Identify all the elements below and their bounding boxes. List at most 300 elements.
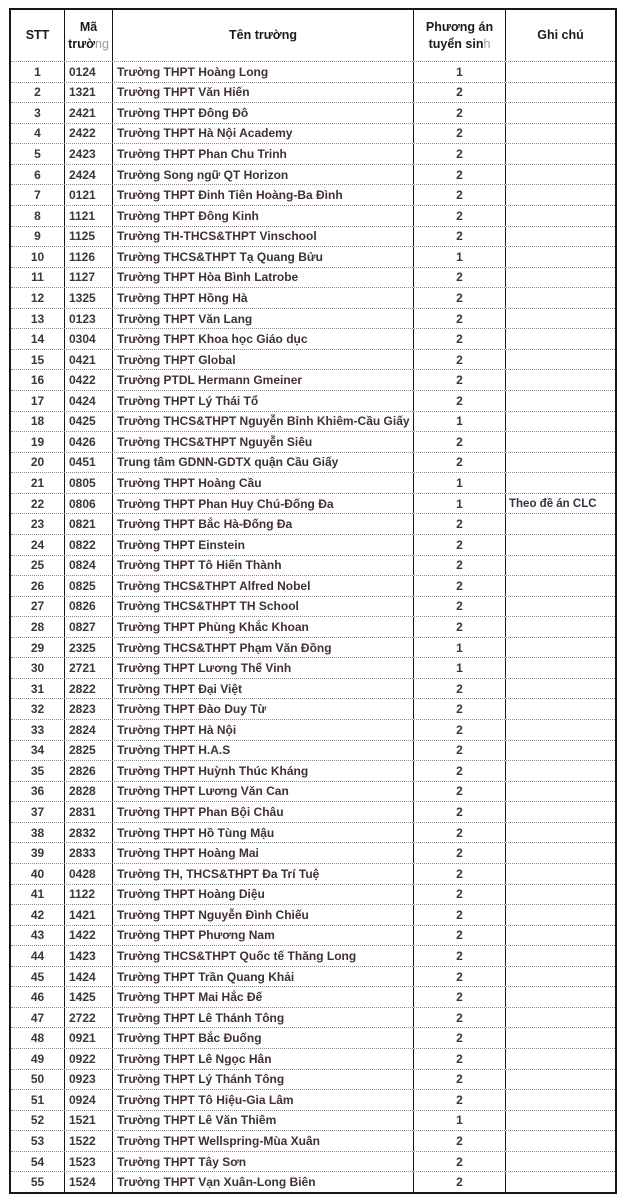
cell-stt: 34 [11,741,65,761]
cell-note [506,699,615,719]
cell-name: Trường THPT Vạn Xuân-Long Biên [113,1172,414,1192]
cell-code: 2825 [65,741,113,761]
cell-code: 2722 [65,1008,113,1028]
cell-stt: 23 [11,514,65,534]
cell-note [506,370,615,390]
cell-note [506,350,615,370]
cell-name: Trường THPT Huỳnh Thúc Kháng [113,761,414,781]
cell-stt: 8 [11,206,65,226]
table-row [11,411,615,432]
table-row [11,1007,615,1028]
cell-note [506,843,615,863]
table-row [11,1027,615,1048]
header-code-line1: Mã [79,20,98,35]
cell-stt: 19 [11,432,65,452]
cell-note [506,514,615,534]
cell-name: Trường THPT Global [113,350,414,370]
cell-code: 2833 [65,843,113,863]
cell-stt: 41 [11,885,65,905]
cell-code: 1325 [65,288,113,308]
header-stt [11,10,65,61]
cell-code: 0425 [65,412,113,432]
cell-stt: 32 [11,699,65,719]
table-row [11,1048,615,1069]
cell-plan: 1 [414,62,506,82]
table-row [11,184,615,205]
table-row [11,287,615,308]
cell-name: Trường THPT Hoàng Mai [113,843,414,863]
table-body [11,61,615,1192]
cell-stt: 16 [11,370,65,390]
cell-name: Trường THCS&THPT TH School [113,597,414,617]
cell-plan: 2 [414,679,506,699]
cell-code: 1121 [65,206,113,226]
cell-plan: 2 [414,206,506,226]
cell-stt: 47 [11,1008,65,1028]
cell-code: 0304 [65,329,113,349]
cell-name: Trường THPT Đại Việt [113,679,414,699]
cell-code: 0121 [65,185,113,205]
cell-note [506,432,615,452]
table-row [11,781,615,802]
cell-plan: 2 [414,720,506,740]
table-row [11,657,615,678]
cell-note [506,1008,615,1028]
table-row [11,1151,615,1172]
table-row [11,1089,615,1110]
cell-name: Trường Song ngữ QT Horizon [113,165,414,185]
cell-note [506,535,615,555]
cell-name: Trung tâm GDNN-GDTX quận Cầu Giấy [113,453,414,473]
cell-note [506,1070,615,1090]
cell-name: Trường THPT Phương Nam [113,926,414,946]
cell-plan: 2 [414,1131,506,1151]
header-plan-line2-main: tuyển sin [428,36,484,51]
cell-name: Trường THCS&THPT Tạ Quang Bửu [113,247,414,267]
cell-code: 0124 [65,62,113,82]
table-row [11,925,615,946]
cell-plan: 2 [414,1049,506,1069]
cell-plan: 2 [414,617,506,637]
table-row [11,1171,615,1192]
table-header-row [11,10,615,61]
cell-stt: 40 [11,864,65,884]
cell-plan: 2 [414,782,506,802]
cell-note [506,1049,615,1069]
cell-stt: 7 [11,185,65,205]
cell-note [506,905,615,925]
header-code-line2-light: ng [95,36,109,51]
cell-stt: 48 [11,1028,65,1048]
cell-note [506,926,615,946]
cell-name: Trường THCS&THPT Nguyễn Bỉnh Khiêm-Cầu Giấy [113,412,414,432]
cell-plan: 2 [414,391,506,411]
school-admission-table [9,8,617,1194]
table-row [11,143,615,164]
cell-code: 1425 [65,987,113,1007]
cell-stt: 49 [11,1049,65,1069]
table-row [11,513,615,534]
cell-name: Trường THPT Tô Hiến Thành [113,556,414,576]
cell-plan: 2 [414,165,506,185]
cell-plan: 2 [414,864,506,884]
cell-stt: 35 [11,761,65,781]
cell-stt: 22 [11,494,65,514]
header-plan-line2-light: h [483,36,491,51]
table-row [11,842,615,863]
table-row [11,164,615,185]
cell-plan: 2 [414,268,506,288]
cell-name: Trường THPT Đào Duy Từ [113,699,414,719]
cell-name: Trường THPT Lê Văn Thiêm [113,1111,414,1131]
cell-name: Trường THPT Hoàng Long [113,62,414,82]
cell-stt: 27 [11,597,65,617]
cell-name: Trường THPT Hà Nội [113,720,414,740]
cell-code: 2721 [65,658,113,678]
cell-stt: 5 [11,144,65,164]
cell-name: Trường THPT Lý Thái Tổ [113,391,414,411]
cell-note [506,268,615,288]
table-row [11,328,615,349]
table-row [11,226,615,247]
table-row [11,884,615,905]
cell-plan: 2 [414,185,506,205]
cell-name: Trường THPT Einstein [113,535,414,555]
cell-plan: 2 [414,1070,506,1090]
header-school-name [113,10,414,61]
cell-stt: 10 [11,247,65,267]
cell-code: 2421 [65,103,113,123]
cell-plan: 2 [414,1152,506,1172]
table-row [11,863,615,884]
cell-plan: 2 [414,802,506,822]
cell-code: 1127 [65,268,113,288]
cell-code: 0826 [65,597,113,617]
cell-plan: 2 [414,1090,506,1110]
cell-name: Trường THPT Văn Hiến [113,83,414,103]
cell-note [506,473,615,493]
table-row [11,945,615,966]
table-row [11,390,615,411]
header-note-label: Ghi chú [537,28,584,43]
cell-stt: 28 [11,617,65,637]
cell-stt: 31 [11,679,65,699]
table-row [11,102,615,123]
cell-note [506,391,615,411]
cell-name: Trường THPT Phan Bội Châu [113,802,414,822]
cell-name: Trường THPT Phan Huy Chú-Đống Đa [113,494,414,514]
cell-name: Trường TH-THCS&THPT Vinschool [113,227,414,247]
cell-code: 1523 [65,1152,113,1172]
cell-note [506,823,615,843]
cell-note [506,247,615,267]
cell-code: 0424 [65,391,113,411]
cell-note [506,987,615,1007]
cell-note [506,83,615,103]
cell-stt: 44 [11,946,65,966]
cell-note [506,782,615,802]
table-row [11,534,615,555]
cell-name: Trường THPT Phan Chu Trinh [113,144,414,164]
cell-code: 2822 [65,679,113,699]
cell-code: 2831 [65,802,113,822]
cell-stt: 43 [11,926,65,946]
cell-code: 2424 [65,165,113,185]
cell-plan: 2 [414,350,506,370]
cell-code: 0923 [65,1070,113,1090]
cell-plan: 2 [414,309,506,329]
cell-stt: 33 [11,720,65,740]
table-row [11,1130,615,1151]
cell-plan: 2 [414,987,506,1007]
cell-plan: 2 [414,597,506,617]
cell-stt: 21 [11,473,65,493]
cell-name: Trường THCS&THPT Alfred Nobel [113,576,414,596]
cell-plan: 2 [414,946,506,966]
cell-name: Trường THCS&THPT Nguyễn Siêu [113,432,414,452]
cell-code: 2325 [65,638,113,658]
cell-name: Trường THPT Phùng Khắc Khoan [113,617,414,637]
cell-plan: 2 [414,1028,506,1048]
cell-note [506,638,615,658]
table-row [11,822,615,843]
cell-name: Trường THPT H.A.S [113,741,414,761]
header-stt-label: STT [25,28,50,43]
cell-code: 0825 [65,576,113,596]
cell-name: Trường THPT Trần Quang Khải [113,967,414,987]
cell-name: Trường THCS&THPT Quốc tế Thăng Long [113,946,414,966]
cell-note [506,864,615,884]
cell-stt: 36 [11,782,65,802]
cell-stt: 2 [11,83,65,103]
cell-code: 0428 [65,864,113,884]
cell-code: 0824 [65,556,113,576]
table-row [11,61,615,82]
header-plan-line1: Phương án [425,20,494,35]
cell-code: 0123 [65,309,113,329]
table-row [11,616,615,637]
table-row [11,123,615,144]
cell-note [506,885,615,905]
cell-name: Trường THPT Lương Văn Can [113,782,414,802]
cell-code: 0805 [65,473,113,493]
table-row [11,308,615,329]
cell-note [506,206,615,226]
cell-name: Trường THPT Lý Thánh Tông [113,1070,414,1090]
cell-name: Trường THPT Khoa học Giáo dục [113,329,414,349]
cell-stt: 26 [11,576,65,596]
cell-stt: 37 [11,802,65,822]
cell-name: Trường THPT Lê Ngọc Hân [113,1049,414,1069]
cell-plan: 2 [414,576,506,596]
header-admission-plan [414,10,506,61]
table-row [11,246,615,267]
cell-note [506,761,615,781]
cell-plan: 1 [414,638,506,658]
cell-code: 2828 [65,782,113,802]
cell-code: 2826 [65,761,113,781]
table-row [11,678,615,699]
cell-code: 0806 [65,494,113,514]
table-row [11,205,615,226]
cell-note [506,165,615,185]
cell-code: 0822 [65,535,113,555]
cell-plan: 1 [414,658,506,678]
cell-name: Trường THPT Lương Thế Vinh [113,658,414,678]
cell-name: Trường THPT Nguyễn Đình Chiếu [113,905,414,925]
cell-stt: 42 [11,905,65,925]
cell-name: Trường THPT Wellspring-Mùa Xuân [113,1131,414,1151]
cell-plan: 2 [414,432,506,452]
cell-stt: 9 [11,227,65,247]
cell-name: Trường TH, THCS&THPT Đa Trí Tuệ [113,864,414,884]
cell-code: 1422 [65,926,113,946]
cell-name: Trường THPT Hoàng Cầu [113,473,414,493]
cell-name: Trường THPT Văn Lang [113,309,414,329]
cell-plan: 2 [414,514,506,534]
table-row [11,82,615,103]
table-row [11,1069,615,1090]
cell-stt: 3 [11,103,65,123]
cell-note [506,720,615,740]
cell-name: Trường THPT Bắc Đuống [113,1028,414,1048]
table-row [11,1110,615,1131]
cell-plan: 2 [414,556,506,576]
cell-stt: 50 [11,1070,65,1090]
cell-code: 0821 [65,514,113,534]
cell-name: Trường THPT Đông Đô [113,103,414,123]
cell-code: 0922 [65,1049,113,1069]
cell-plan: 2 [414,453,506,473]
cell-code: 0422 [65,370,113,390]
cell-note [506,1111,615,1131]
cell-plan: 2 [414,124,506,144]
cell-plan: 2 [414,288,506,308]
cell-code: 1321 [65,83,113,103]
cell-code: 2423 [65,144,113,164]
cell-name: Trường PTDL Hermann Gmeiner [113,370,414,390]
cell-code: 0451 [65,453,113,473]
cell-plan: 2 [414,103,506,123]
table-row [11,740,615,761]
cell-code: 0426 [65,432,113,452]
cell-name: Trường THPT Đinh Tiên Hoàng-Ba Đình [113,185,414,205]
cell-stt: 15 [11,350,65,370]
cell-name: Trường THPT Hồng Hà [113,288,414,308]
cell-code: 1424 [65,967,113,987]
cell-plan: 2 [414,905,506,925]
cell-code: 2832 [65,823,113,843]
header-school-code [65,10,113,61]
cell-stt: 55 [11,1172,65,1192]
cell-name: Trường THCS&THPT Phạm Văn Đồng [113,638,414,658]
table-row [11,472,615,493]
table-row [11,596,615,617]
cell-plan: 2 [414,535,506,555]
cell-note [506,1172,615,1192]
cell-code: 0924 [65,1090,113,1110]
cell-code: 1522 [65,1131,113,1151]
table-row [11,575,615,596]
cell-note: Theo đề án CLC [509,497,597,510]
cell-plan: 2 [414,885,506,905]
cell-plan: 2 [414,699,506,719]
cell-note [506,288,615,308]
cell-stt: 14 [11,329,65,349]
cell-plan: 2 [414,761,506,781]
cell-note [506,1028,615,1048]
cell-code: 2422 [65,124,113,144]
cell-code: 2824 [65,720,113,740]
cell-note [506,576,615,596]
cell-name: Trường THPT Hồ Tùng Mậu [113,823,414,843]
header-code-line2-main: trườ [68,36,96,51]
cell-plan: 2 [414,329,506,349]
cell-plan: 2 [414,843,506,863]
cell-note [506,124,615,144]
table-row [11,369,615,390]
cell-stt: 1 [11,62,65,82]
cell-note [506,802,615,822]
cell-plan: 2 [414,823,506,843]
cell-stt: 51 [11,1090,65,1110]
cell-note [506,144,615,164]
cell-plan: 2 [414,926,506,946]
cell-note [506,617,615,637]
table-row [11,349,615,370]
cell-code: 1524 [65,1172,113,1192]
table-row [11,760,615,781]
cell-note [506,597,615,617]
cell-code: 0421 [65,350,113,370]
cell-stt: 11 [11,268,65,288]
table-row [11,801,615,822]
table-row [11,698,615,719]
cell-name: Trường THPT Tây Sơn [113,1152,414,1172]
cell-name: Trường THPT Tô Hiệu-Gia Lâm [113,1090,414,1110]
table-row [11,555,615,576]
cell-stt: 29 [11,638,65,658]
cell-note [506,679,615,699]
cell-stt: 12 [11,288,65,308]
cell-plan: 1 [414,494,506,514]
cell-code: 1122 [65,885,113,905]
cell-stt: 4 [11,124,65,144]
cell-stt: 53 [11,1131,65,1151]
cell-note [506,227,615,247]
cell-note [506,967,615,987]
cell-plan: 2 [414,1008,506,1028]
table-row [11,431,615,452]
cell-name: Trường THPT Hòa Bình Latrobe [113,268,414,288]
cell-code: 0827 [65,617,113,637]
cell-name: Trường THPT Đông Kinh [113,206,414,226]
header-note [506,10,615,61]
header-code-line2 [68,36,109,52]
cell-plan: 1 [414,1111,506,1131]
cell-stt: 38 [11,823,65,843]
cell-stt: 6 [11,165,65,185]
table-row [11,904,615,925]
table-row [11,966,615,987]
cell-code: 1125 [65,227,113,247]
table-row [11,637,615,658]
cell-note [506,412,615,432]
cell-stt: 45 [11,967,65,987]
cell-note [506,1090,615,1110]
cell-name: Trường THPT Hoàng Diệu [113,885,414,905]
cell-plan: 2 [414,227,506,247]
